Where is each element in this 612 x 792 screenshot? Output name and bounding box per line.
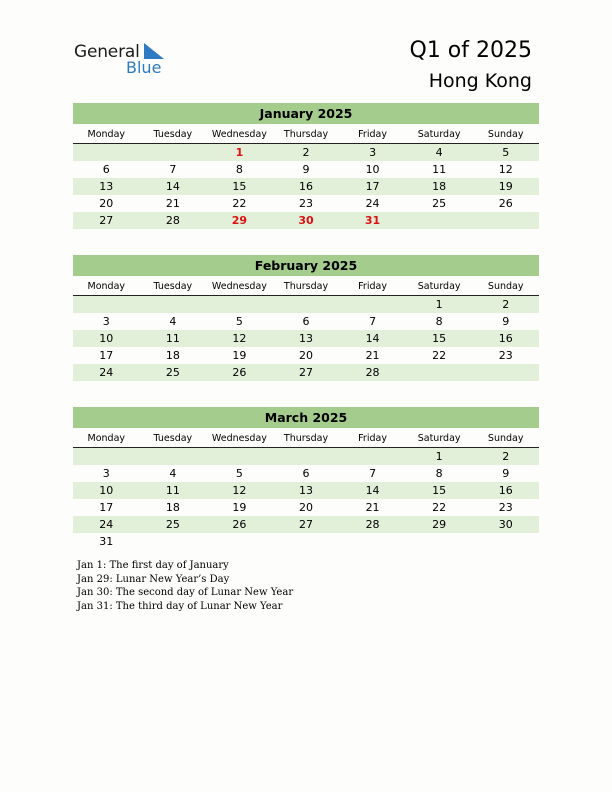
day-cell bbox=[406, 212, 473, 229]
day-cell: 24 bbox=[365, 197, 380, 210]
day-cell: 12 bbox=[232, 332, 247, 345]
day-cell: 13 bbox=[298, 332, 313, 345]
weekday-label: Sunday bbox=[487, 129, 524, 140]
day-cell bbox=[206, 296, 273, 313]
day-cell: 16 bbox=[498, 484, 513, 497]
weekday-header-row bbox=[73, 278, 539, 296]
day-cell: 7 bbox=[169, 163, 177, 176]
day-cell: 16 bbox=[298, 180, 313, 193]
day-cell: 27 bbox=[298, 366, 313, 379]
logo-general-text: General bbox=[74, 42, 140, 62]
day-cell: 27 bbox=[99, 214, 114, 227]
day-cell: 11 bbox=[165, 484, 180, 497]
weekday-header-row bbox=[73, 430, 539, 448]
weekday-label: Tuesday bbox=[153, 129, 193, 140]
week-row bbox=[73, 482, 539, 499]
day-cell: 26 bbox=[498, 197, 513, 210]
day-cell bbox=[472, 212, 539, 229]
day-cell: 2 bbox=[302, 146, 310, 159]
holiday-note: Jan 30: The second day of Lunar New Year bbox=[77, 587, 294, 599]
holiday-day-cell: 29 bbox=[231, 214, 248, 227]
day-cell: 9 bbox=[502, 315, 510, 328]
day-cell: 25 bbox=[165, 366, 180, 379]
day-cell: 25 bbox=[165, 518, 180, 531]
weekday-label: Wednesday bbox=[211, 281, 267, 292]
day-cell: 20 bbox=[298, 501, 313, 514]
week-row bbox=[73, 330, 539, 347]
month-calendar bbox=[73, 255, 539, 381]
weekday-label: Friday bbox=[358, 129, 387, 140]
day-cell: 5 bbox=[502, 146, 510, 159]
day-cell: 19 bbox=[232, 501, 247, 514]
day-cell bbox=[406, 533, 473, 550]
day-cell bbox=[73, 448, 140, 465]
holiday-notes bbox=[77, 559, 293, 614]
day-cell: 31 bbox=[99, 535, 114, 548]
weekday-label: Friday bbox=[358, 433, 387, 444]
day-cell: 18 bbox=[432, 180, 447, 193]
day-cell: 15 bbox=[432, 332, 447, 345]
day-cell bbox=[140, 296, 207, 313]
day-cell bbox=[206, 448, 273, 465]
week-row bbox=[73, 516, 539, 533]
page-subtitle: Hong Kong bbox=[428, 70, 532, 92]
day-cell: 19 bbox=[498, 180, 513, 193]
day-cell: 8 bbox=[235, 163, 243, 176]
day-cell: 28 bbox=[365, 518, 380, 531]
day-cell: 8 bbox=[435, 467, 443, 480]
day-cell bbox=[273, 533, 340, 550]
day-cell: 11 bbox=[165, 332, 180, 345]
day-cell: 6 bbox=[302, 467, 310, 480]
day-cell: 22 bbox=[432, 501, 447, 514]
month-calendar bbox=[73, 407, 539, 550]
weekday-label: Monday bbox=[87, 433, 126, 444]
day-cell bbox=[472, 364, 539, 381]
day-cell: 12 bbox=[232, 484, 247, 497]
day-cell: 13 bbox=[99, 180, 114, 193]
day-cell: 17 bbox=[365, 180, 380, 193]
day-cell: 25 bbox=[432, 197, 447, 210]
day-cell: 10 bbox=[99, 332, 114, 345]
day-cell bbox=[140, 448, 207, 465]
day-cell bbox=[273, 296, 340, 313]
day-cell: 23 bbox=[498, 501, 513, 514]
day-cell: 26 bbox=[232, 366, 247, 379]
holiday-note: Jan 29: Lunar New Year’s Day bbox=[77, 573, 230, 585]
day-cell: 21 bbox=[165, 197, 180, 210]
day-cell: 3 bbox=[102, 467, 110, 480]
month-title: March 2025 bbox=[73, 407, 539, 428]
weekday-label: Friday bbox=[358, 281, 387, 292]
day-cell: 28 bbox=[365, 366, 380, 379]
day-cell: 7 bbox=[369, 467, 377, 480]
day-cell: 13 bbox=[298, 484, 313, 497]
day-cell bbox=[339, 296, 406, 313]
day-cell: 12 bbox=[498, 163, 513, 176]
day-cell: 14 bbox=[365, 332, 380, 345]
day-cell: 27 bbox=[298, 518, 313, 531]
day-cell: 20 bbox=[298, 349, 313, 362]
day-cell bbox=[472, 533, 539, 550]
day-cell: 9 bbox=[302, 163, 310, 176]
day-cell: 21 bbox=[365, 349, 380, 362]
day-cell: 23 bbox=[498, 349, 513, 362]
day-cell: 3 bbox=[369, 146, 377, 159]
month-title: January 2025 bbox=[73, 103, 539, 124]
week-row bbox=[73, 364, 539, 381]
holiday-day-cell: 30 bbox=[298, 214, 314, 227]
week-row bbox=[73, 178, 539, 195]
day-cell: 16 bbox=[498, 332, 513, 345]
day-cell: 4 bbox=[169, 467, 177, 480]
day-cell: 2 bbox=[502, 298, 510, 311]
weekday-label: Saturday bbox=[417, 281, 461, 292]
day-cell: 22 bbox=[432, 349, 447, 362]
day-cell: 4 bbox=[169, 315, 177, 328]
day-cell: 9 bbox=[502, 467, 510, 480]
day-cell: 20 bbox=[99, 197, 114, 210]
day-cell bbox=[206, 533, 273, 550]
day-cell: 30 bbox=[498, 518, 513, 531]
week-row bbox=[73, 161, 539, 178]
weekday-label: Tuesday bbox=[153, 433, 193, 444]
month-title: February 2025 bbox=[73, 255, 539, 276]
weekday-label: Thursday bbox=[283, 129, 329, 140]
day-cell: 24 bbox=[99, 518, 114, 531]
week-row bbox=[73, 347, 539, 364]
day-cell: 4 bbox=[435, 146, 443, 159]
day-cell: 3 bbox=[102, 315, 110, 328]
day-cell: 14 bbox=[365, 484, 380, 497]
day-cell: 21 bbox=[365, 501, 380, 514]
day-cell bbox=[339, 533, 406, 550]
day-cell: 14 bbox=[165, 180, 180, 193]
page-title: Q1 of 2025 bbox=[409, 38, 532, 63]
day-cell: 29 bbox=[432, 518, 447, 531]
weekday-label: Wednesday bbox=[211, 433, 267, 444]
day-cell: 17 bbox=[99, 501, 114, 514]
day-cell bbox=[140, 533, 207, 550]
day-cell: 26 bbox=[232, 518, 247, 531]
weekday-label: Wednesday bbox=[211, 129, 267, 140]
day-cell: 18 bbox=[165, 501, 180, 514]
day-cell: 11 bbox=[432, 163, 447, 176]
day-cell: 8 bbox=[435, 315, 443, 328]
holiday-note: Jan 1: The first day of January bbox=[77, 560, 229, 571]
day-cell: 10 bbox=[99, 484, 114, 497]
day-cell: 22 bbox=[232, 197, 247, 210]
weekday-label: Saturday bbox=[417, 129, 461, 140]
week-row bbox=[73, 144, 539, 161]
weekday-header-row bbox=[73, 126, 539, 144]
weekday-label: Saturday bbox=[417, 433, 461, 444]
day-cell: 2 bbox=[502, 450, 510, 463]
week-row bbox=[73, 499, 539, 516]
week-row bbox=[73, 313, 539, 330]
day-cell bbox=[73, 296, 140, 313]
day-cell: 18 bbox=[165, 349, 180, 362]
logo-blue-text: Blue bbox=[126, 58, 162, 77]
weekday-label: Monday bbox=[87, 129, 126, 140]
day-cell: 10 bbox=[365, 163, 380, 176]
day-cell: 5 bbox=[235, 467, 243, 480]
day-cell: 24 bbox=[99, 366, 114, 379]
weekday-label: Tuesday bbox=[153, 281, 193, 292]
week-row bbox=[73, 465, 539, 482]
day-cell: 17 bbox=[99, 349, 114, 362]
weekday-label: Monday bbox=[87, 281, 126, 292]
day-cell: 1 bbox=[435, 450, 443, 463]
day-cell: 15 bbox=[432, 484, 447, 497]
day-cell bbox=[140, 144, 207, 161]
holiday-day-cell: 1 bbox=[235, 146, 244, 159]
day-cell: 15 bbox=[232, 180, 247, 193]
week-row bbox=[73, 296, 539, 313]
day-cell bbox=[406, 364, 473, 381]
day-cell: 7 bbox=[369, 315, 377, 328]
day-cell: 5 bbox=[235, 315, 243, 328]
day-cell: 6 bbox=[302, 315, 310, 328]
weekday-label: Sunday bbox=[487, 433, 524, 444]
week-row bbox=[73, 195, 539, 212]
week-row bbox=[73, 533, 539, 550]
weekday-label: Thursday bbox=[283, 433, 329, 444]
holiday-day-cell: 31 bbox=[364, 214, 381, 227]
generalblue-logo bbox=[74, 42, 184, 78]
day-cell: 23 bbox=[298, 197, 313, 210]
day-cell: 19 bbox=[232, 349, 247, 362]
day-cell: 6 bbox=[102, 163, 110, 176]
month-calendar bbox=[73, 103, 539, 229]
day-cell bbox=[273, 448, 340, 465]
weekday-label: Sunday bbox=[487, 281, 524, 292]
day-cell bbox=[339, 448, 406, 465]
holiday-note: Jan 31: The third day of Lunar New Year bbox=[77, 601, 283, 613]
week-row bbox=[73, 212, 539, 229]
day-cell: 28 bbox=[165, 214, 180, 227]
day-cell: 1 bbox=[435, 298, 443, 311]
week-row bbox=[73, 448, 539, 465]
weekday-label: Thursday bbox=[283, 281, 329, 292]
day-cell bbox=[73, 144, 140, 161]
